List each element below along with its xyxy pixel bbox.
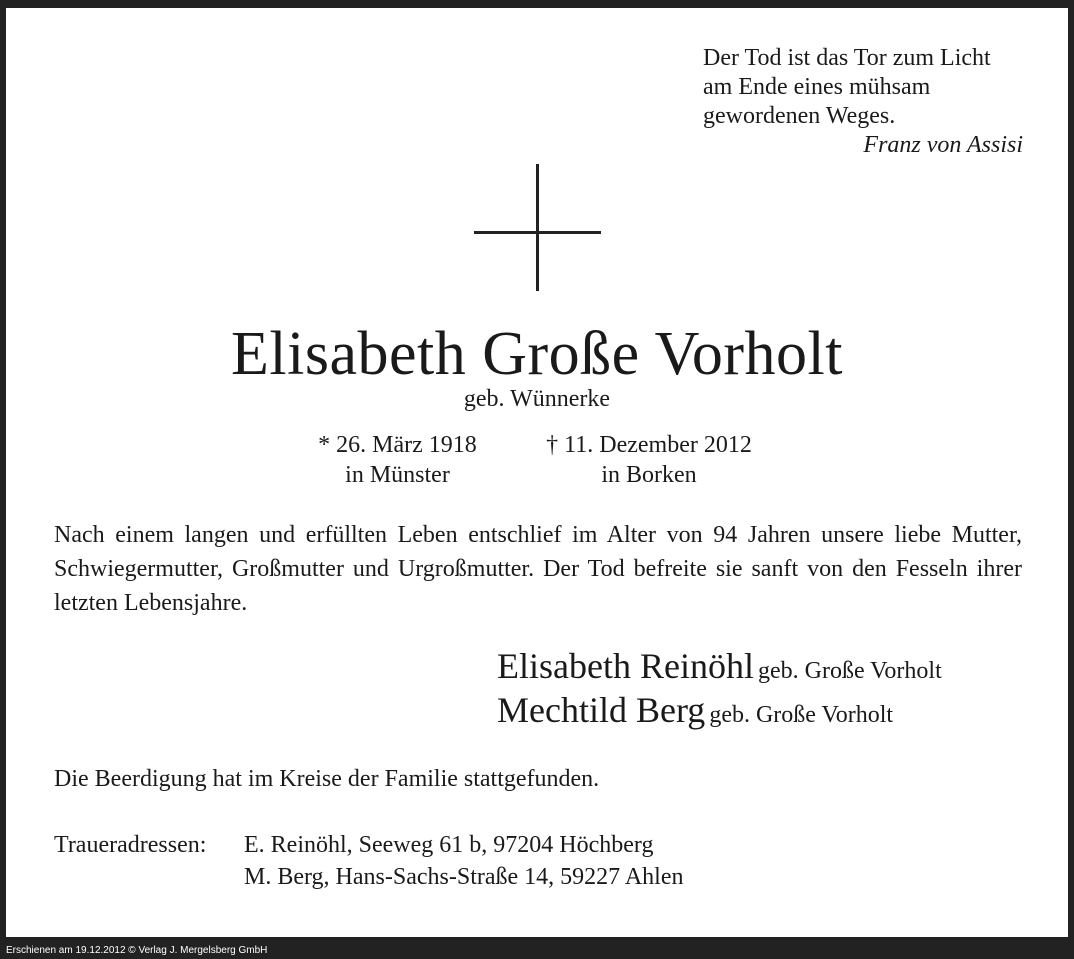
death-place: in Borken xyxy=(601,462,697,488)
deceased-name: Elisabeth Große Vorholt xyxy=(231,320,843,388)
signer xyxy=(497,689,942,733)
death-date: † 11. Dezember 2012 xyxy=(546,432,752,458)
birth-place: in Münster xyxy=(345,462,450,488)
birth-info xyxy=(300,430,495,490)
signer-name: Mechtild Berg xyxy=(497,690,706,730)
publication-footer: Erschienen am 19.12.2012 © Verlag J. Mergelsberg GmbH xyxy=(6,945,268,956)
cross-vertical-bar xyxy=(536,164,539,291)
funeral-note: Die Beerdigung hat im Kreise der Familie stattgefunden. xyxy=(54,766,600,792)
signer-name: Elisabeth Reinöhl xyxy=(497,646,754,686)
signer-note: geb. Große Vorholt xyxy=(709,702,894,728)
quote-author: Franz von Assisi xyxy=(863,132,1023,158)
quote-block xyxy=(703,44,1023,160)
address-line: E. Reinöhl, Seeweg 61 b, 97204 Höchberg xyxy=(244,832,654,858)
address-row xyxy=(54,829,684,861)
cross-horizontal-bar xyxy=(474,231,601,234)
signers-list xyxy=(497,645,942,733)
address-line: M. Berg, Hans-Sachs-Straße 14, 59227 Ahlen xyxy=(244,864,684,890)
quote-line: am Ende eines mühsam xyxy=(703,74,931,100)
birth-date: * 26. März 1918 xyxy=(318,432,477,458)
addresses-label: Traueradressen: xyxy=(54,832,207,858)
signer xyxy=(497,645,942,689)
cross-icon xyxy=(474,164,601,291)
birth-name: geb. Wünnerke xyxy=(463,386,611,412)
quote-line: Der Tod ist das Tor zum Licht xyxy=(703,45,991,71)
address-row xyxy=(54,861,684,893)
mourning-addresses xyxy=(54,829,684,893)
death-info xyxy=(520,430,778,490)
quote-line: gewordenen Weges. xyxy=(703,103,896,129)
announcement-text: Nach einem langen und erfüllten Leben entschlief im Alter von 94 Jahren unsere liebe Mutter, Schwiegermutter, Großmutter und Urgroßmutter. Der Tod befreite sie sanft von den Fesseln ihrer letzten Lebensjahre. xyxy=(54,522,1022,616)
signer-note: geb. Große Vorholt xyxy=(757,658,942,684)
